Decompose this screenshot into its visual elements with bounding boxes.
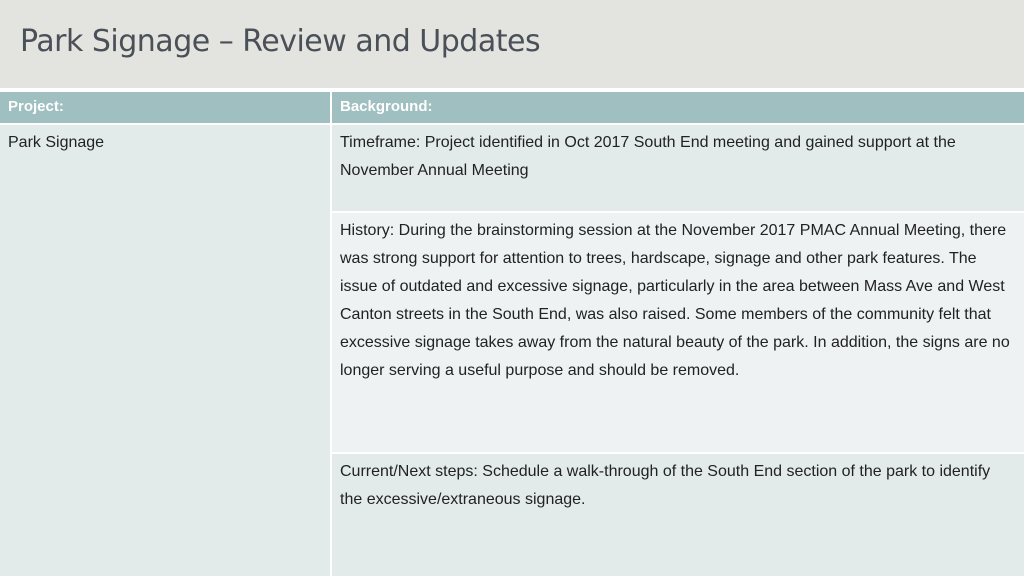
project-table [0, 92, 1024, 576]
background-next-steps-cell: Current/Next steps: Schedule a walk-through of the South End section of the park to identify the excessive/extraneous signage. [332, 454, 1024, 576]
project-name-cell: Park Signage [0, 125, 330, 576]
background-history-cell: History: During the brainstorming session at the November 2017 PMAC Annual Meeting, there was strong support for attention to trees, hardscape, signage and other park features. The issue of outdated and excessive signage, particularly in the area between Mass Ave and West Canton streets in the South End, was also raised. Some members of the community felt that excessive signage takes away from the natural beauty of the park. In addition, the signs are no longer serving a useful purpose and should be removed. [332, 213, 1024, 452]
background-timeframe-cell: Timeframe: Project identified in Oct 2017 South End meeting and gained support at the November Annual Meeting [332, 125, 1024, 211]
title-bar [0, 0, 1024, 88]
header-project: Project: [0, 92, 330, 123]
slide-title: Park Signage – Review and Updates [20, 24, 541, 59]
header-background: Background: [332, 92, 1024, 123]
